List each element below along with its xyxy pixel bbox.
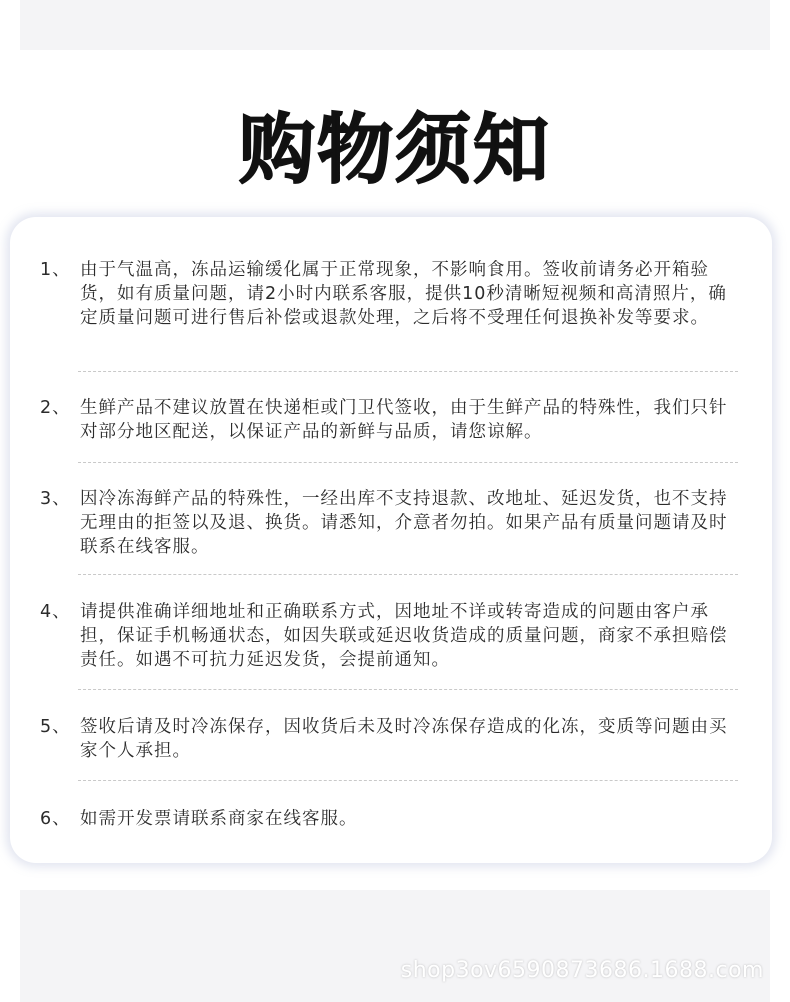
notice-text: 因冷冻海鲜产品的特殊性，一经出库不支持退款、改地址、延迟发货，也不支持无理由的拒签以及退、换货。请悉知，介意者勿拍。如果产品有质量问题请及时联系在线客服。 xyxy=(80,489,728,557)
shop-watermark: shop3ov6590873686.1688.com xyxy=(400,958,764,983)
divider xyxy=(78,371,738,372)
divider xyxy=(78,462,738,463)
notice-number: 1、 xyxy=(40,260,71,280)
notice-number: 3、 xyxy=(40,489,71,509)
notice-text: 如需开发票请联系商家在线客服。 xyxy=(80,809,358,829)
notice-item-6 xyxy=(40,807,740,831)
notice-item-5 xyxy=(40,715,740,763)
notice-number: 5、 xyxy=(40,717,71,737)
divider xyxy=(78,780,738,781)
top-band xyxy=(20,0,770,50)
notice-item-3 xyxy=(40,487,740,559)
notice-text: 由于气温高，冻品运输缓化属于正常现象，不影响食用。签收前请务必开箱验货，如有质量问题，请2小时内联系客服，提供10秒清晰短视频和高清照片，确定质量问题可进行售后补偿或退款处理，之后将不受理任何退换补发等要求。 xyxy=(80,260,727,328)
notice-item-1 xyxy=(40,258,740,330)
notice-item-2 xyxy=(40,396,740,444)
divider xyxy=(78,689,738,690)
notice-number: 4、 xyxy=(40,602,71,622)
divider xyxy=(78,574,738,575)
notice-number: 6、 xyxy=(40,809,71,829)
bottom-band xyxy=(20,890,770,1002)
notice-text: 签收后请及时冷冻保存，因收货后未及时冷冻保存造成的化冻，变质等问题由买家个人承担。 xyxy=(80,717,728,761)
notice-text: 请提供准确详细地址和正确联系方式，因地址不详或转寄造成的问题由客户承担，保证手机畅通状态，如因失联或延迟收货造成的质量问题，商家不承担赔偿责任。如遇不可抗力延迟发货，会提前通知。 xyxy=(80,602,728,670)
notice-text: 生鲜产品不建议放置在快递柜或门卫代签收，由于生鲜产品的特殊性，我们只针对部分地区配送，以保证产品的新鲜与品质，请您谅解。 xyxy=(80,398,728,442)
notice-item-4 xyxy=(40,600,740,672)
notice-number: 2、 xyxy=(40,398,71,418)
page-title: 购物须知 xyxy=(239,105,551,194)
